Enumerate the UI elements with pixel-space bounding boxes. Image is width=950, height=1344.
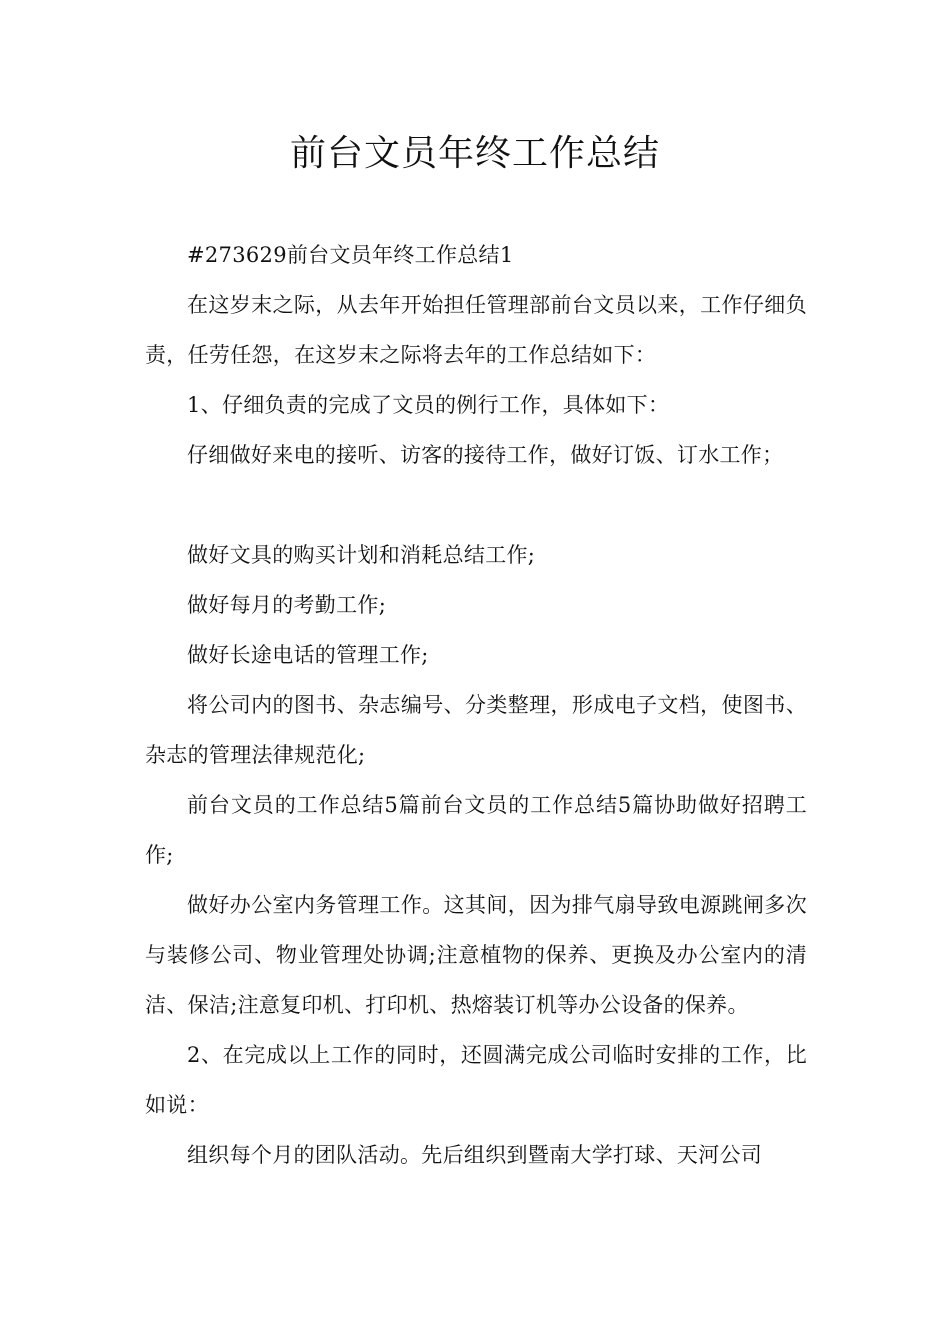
paragraph-phone-visitors: 仔细做好来电的接听、访客的接待工作，做好订饭、订水工作；	[187, 443, 784, 467]
paragraph-team-activities: 组织每个月的团队活动。先后组织到暨南大学打球、天河公司	[187, 1143, 763, 1167]
paragraph-recruitment: 前台文员的工作总结5篇前台文员的工作总结5篇协助做好招聘工作;	[145, 793, 807, 867]
paragraph-heading-1: #273629前台文员年终工作总结1	[187, 243, 514, 267]
paragraph-intro: 在这岁末之际，从去年开始担任管理部前台文员以来，工作仔细负责，任劳任怨，在这岁末之际将去年的工作总结如下：	[145, 293, 807, 367]
page-title: 前台文员年终工作总结	[289, 133, 660, 174]
paragraph-item-2: 2、在完成以上工作的同时，还圆满完成公司临时安排的工作，比如说：	[145, 1043, 807, 1117]
paragraph-office-affairs: 做好办公室内务管理工作。这其间，因为排气扇导致电源跳闸多次与装修公司、物业管理处协调;注意植物的保养、更换及办公室内的清洁、保洁;注意复印机、打印机、热熔装订机等办公设备的保养。	[145, 893, 807, 1017]
document-body	[145, 230, 807, 1180]
paragraph-stationery: 做好文具的购买计划和消耗总结工作;	[187, 543, 536, 567]
paragraph-library: 将公司内的图书、杂志编号、分类整理，形成电子文档，使图书、杂志的管理法律规范化;	[145, 693, 807, 767]
paragraph-item-1: 1、仔细负责的完成了文员的例行工作，具体如下：	[187, 393, 670, 417]
paragraph-attendance: 做好每月的考勤工作;	[187, 593, 387, 617]
paragraph-long-distance: 做好长途电话的管理工作;	[187, 643, 429, 667]
